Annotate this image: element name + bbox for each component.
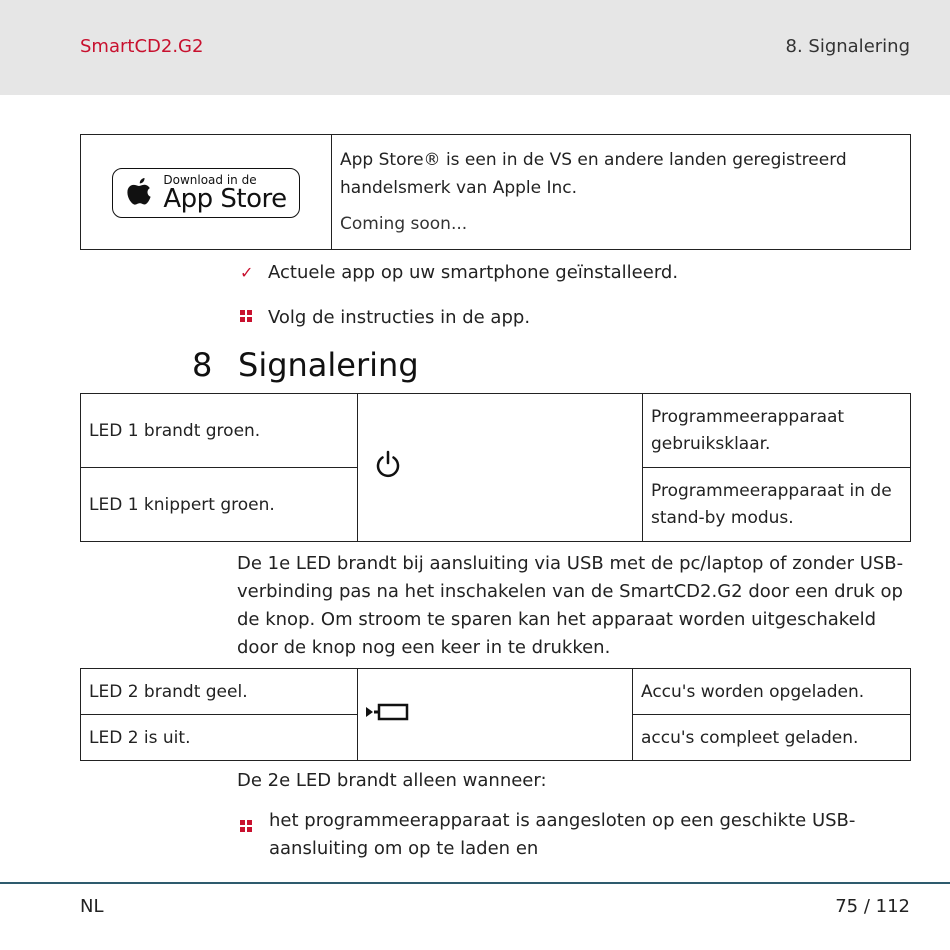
led-state: LED 1 knippert groen. — [81, 468, 358, 542]
led1-icon-cell — [358, 394, 643, 542]
chapter-title: 8. Signalering — [785, 36, 910, 57]
led-meaning: accu's compleet geladen. — [633, 715, 911, 761]
condition-text: het programmeerapparaat is aangesloten op een geschikte USB-aansluiting om op te laden en — [269, 810, 856, 859]
condition-bullet-icon — [240, 814, 252, 842]
check-item-text: Actuele app op uw smartphone geïnstalleerd. — [268, 262, 679, 283]
battery-charging-icon — [364, 702, 410, 722]
led2-table — [80, 668, 911, 761]
footer-language: NL — [80, 896, 104, 917]
step-bullet-icon — [240, 307, 268, 328]
led2-intro: De 2e LED brandt alleen wanneer: — [237, 770, 547, 791]
section-number: 8 — [192, 346, 213, 384]
step-item-text: Volg de instructies in de app. — [268, 307, 531, 328]
led1-paragraph: De 1e LED brandt bij aansluiting via USB met de pc/laptop of zonder USB-verbinding pas na het inschakelen van de SmartCD2.G2 door een druk op de knop. Om stroom te sparen kan het apparaat worden uitgeschakeld door de knop nog een keer in te drukken. — [237, 553, 904, 658]
appstore-table — [80, 134, 911, 250]
step-item — [240, 307, 530, 328]
power-icon — [374, 450, 402, 480]
section-title: Signalering — [238, 346, 419, 384]
led2-condition-item — [240, 807, 900, 863]
badge-big-text: App Store — [163, 184, 287, 214]
led1-table — [80, 393, 911, 542]
badge-small-text: Download in de — [163, 173, 257, 187]
table-row — [81, 669, 911, 715]
appstore-text-cell — [332, 135, 911, 250]
brand-name: SmartCD2.G2 — [80, 36, 204, 57]
trademark-text: App Store® is een in de VS en andere landen geregistreerd handelsmerk van Apple Inc. — [340, 150, 847, 198]
led2-icon-cell — [358, 669, 633, 761]
led-state: LED 1 brandt groen. — [81, 394, 358, 468]
page-number: 75 / 112 — [835, 896, 910, 917]
appstore-badge[interactable] — [112, 168, 299, 218]
footer-divider — [0, 882, 950, 884]
led-meaning: Programmeerapparaat in de stand-by modus. — [643, 468, 911, 542]
coming-soon-text: Coming soon... — [340, 214, 468, 234]
led-state: LED 2 brandt geel. — [81, 669, 358, 715]
led-meaning: Programmeerapparaat gebruiksklaar. — [643, 394, 911, 468]
table-row — [81, 394, 911, 468]
page-header — [0, 0, 950, 95]
section-heading — [192, 346, 419, 384]
checkmark-icon: ✓ — [240, 263, 254, 282]
checklist-item — [240, 262, 678, 283]
appstore-badge-cell — [81, 135, 332, 250]
led-meaning: Accu's worden opgeladen. — [633, 669, 911, 715]
led-state: LED 2 is uit. — [81, 715, 358, 761]
apple-logo-icon — [125, 176, 153, 210]
